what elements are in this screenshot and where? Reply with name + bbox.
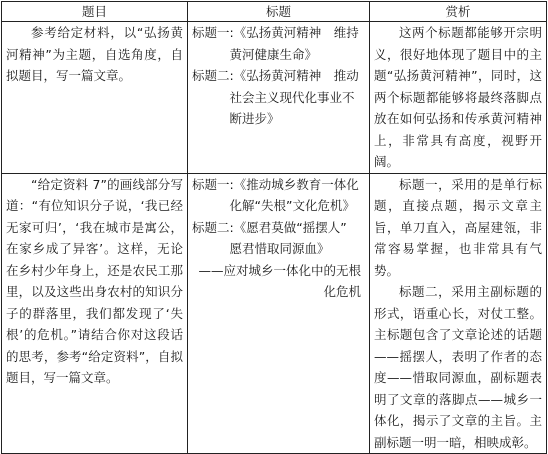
table-row [2, 22, 547, 174]
analysis-cell [370, 22, 547, 174]
header-row [2, 2, 547, 22]
title-two: 标题二:《弘扬黄河精神 推动社会主义现代化事业不断进步》 [192, 68, 359, 126]
title-two-subtitle: ——应对城乡一体化中的无根化危机 [198, 262, 361, 299]
title-cell [188, 173, 370, 454]
question-cell [2, 22, 188, 174]
header-title: 标题 [188, 2, 370, 22]
analysis-text-two: 标题二，采用主副标题的形式，语重心长，对仗工整。主标题包含了文章论述的话题——摇摆人，表明了作者的态度——惜取同源血，副标题表明了文章的落脚点——城乡一体化，揭示了文章的主旨。主副标题一明一暗，相映成彰。 [374, 284, 542, 450]
title-two: 标题二:《愿君莫做“摇摆人” 愿君惜取同源血》 [192, 219, 360, 256]
header-question: 题目 [2, 2, 188, 22]
question-text: “给定资料 7”的画线部分写道：“有位知识分子说，‘我已经无家可归’，‘我在城市是寓公，在家乡成了异客’。这样，无论在乡村少年身上，还是农民工那里，以及这些出身农村的知识分子的群落里，我们都发现了‘失根’的危机。”请结合你对这段话的思考，参考“给定资料”，自拟题目，写一篇文章。 [6, 176, 183, 385]
table-frame [1, 1, 546, 450]
analysis-text-one: 标题一，采用的是单行标题，直接点题，揭示文章主旨，单刀直入，高屋建瓴，非常容易掌握，也非常具有气势。 [374, 176, 542, 278]
title-cell [188, 22, 370, 174]
analysis-table [1, 1, 547, 454]
table-row [2, 173, 547, 454]
analysis-cell [370, 173, 547, 454]
header-analysis: 赏析 [370, 2, 547, 22]
analysis-text: 这两个标题都能够开宗明义，很好地体现了题目中的主题“弘扬黄河精神”，同时，这两个标题都能够将最终落脚点放在如何弘扬和传承黄河精神上，非常具有高度，视野开阔。 [374, 25, 542, 169]
question-cell [2, 173, 188, 454]
title-one: 标题一:《推动城乡教育一体化 化解“失根”文化危机》 [192, 176, 359, 213]
title-one: 标题一:《弘扬黄河精神 维持黄河健康生命》 [192, 25, 359, 62]
question-text: 参考给定材料，以“弘扬黄河精神”为主题，自选角度，自拟题目，写一篇文章。 [6, 25, 183, 83]
